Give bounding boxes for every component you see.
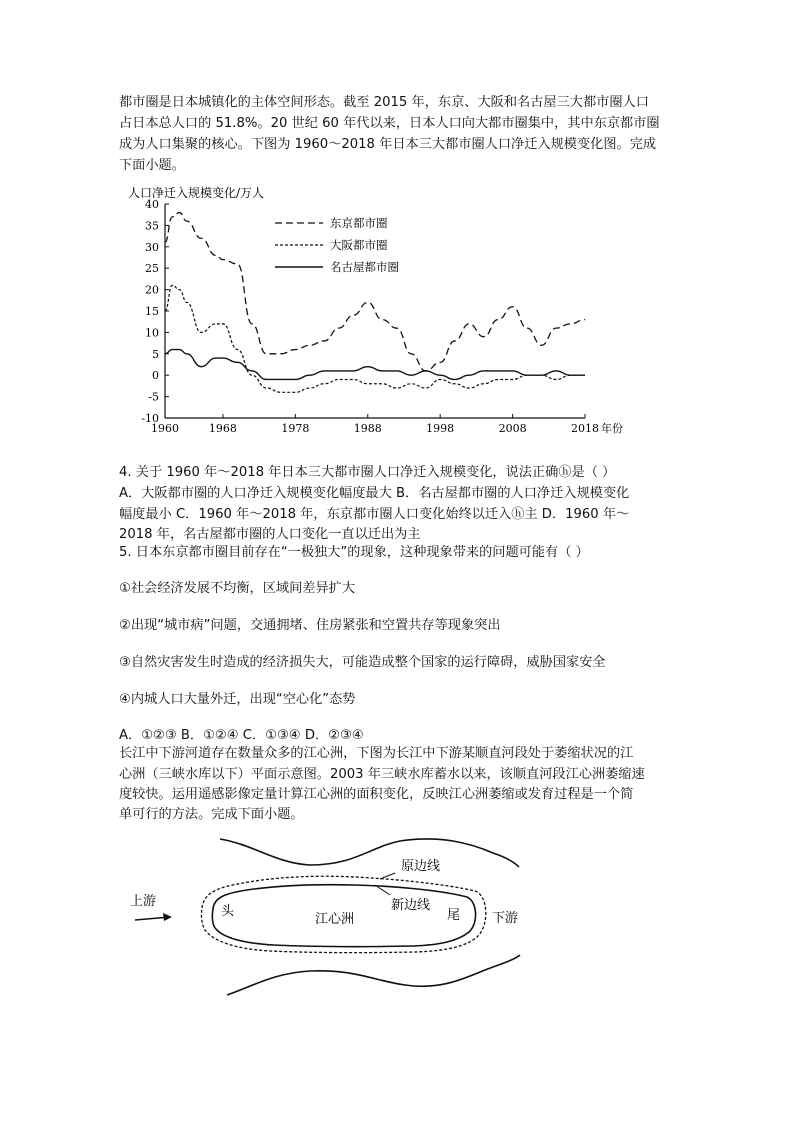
- x-tick-label: 2018: [571, 422, 599, 435]
- downstream-label: 下游: [492, 911, 519, 926]
- x-tick-label: 1998: [426, 422, 455, 435]
- river-south-bank: [227, 955, 520, 995]
- original-edge-label: 原边线: [401, 859, 441, 874]
- y-tick-label: 30: [145, 240, 159, 254]
- y-tick-label: 35: [145, 219, 159, 233]
- passage2-line: 单可行的方法。完成下面小题。: [119, 807, 304, 822]
- series-line-dashed: [165, 213, 585, 371]
- x-tick-label: 1978: [281, 422, 310, 435]
- q5-item: ①社会经济发展不均衡，区域间差异扩大: [119, 581, 356, 596]
- y-tick-label: -5: [148, 390, 159, 404]
- passage2-line: 心洲（三峡水库以下）平面示意图。2003 年三峡水库蓄水以来，该顺直河段江心洲萎缩速: [119, 767, 645, 782]
- intro-line: 占日本总人口的 51.8%。20 世纪 60 年代以来，日本人口向大都市圈集中，其中东京都市圈: [119, 116, 660, 131]
- q4-line: A．大阪都市圈的人口净迁入规模变化幅度最大 B．名古屋都市圈的人口净迁入规模变化: [119, 486, 630, 501]
- x-tick-label: 1968: [208, 422, 237, 435]
- island-label: 江心洲: [315, 912, 355, 927]
- head-label: 头: [221, 904, 235, 919]
- migration-line-chart: [110, 180, 630, 440]
- y-tick-label: 15: [145, 305, 159, 318]
- q5-stem: 5. 日本东京都市圈目前存在“一极独大”的现象，这种现象带来的问题可能有（ ）: [119, 545, 589, 560]
- q4-line: 2018 年，名古屋都市圈的人口变化一直以迁出为主: [119, 527, 421, 542]
- intro-line: 成为人口集聚的核心。下图为 1960～2018 年日本三大都市圈人口净迁入规模变化图。完成: [119, 137, 657, 152]
- q5-item: ④内城人口大量外迁，出现“空心化”态势: [119, 692, 356, 707]
- intro-line: 下面小题。: [119, 158, 185, 173]
- y-tick-label: 20: [145, 283, 159, 297]
- legend-label: 名古屋都市圈: [330, 260, 399, 274]
- chart-ylabel: 人口净迁入规模变化/万人: [128, 186, 265, 200]
- x-tick-label: 1960: [151, 422, 179, 435]
- x-tick-label: 1988: [353, 422, 382, 435]
- series-line-dotted: [165, 285, 585, 392]
- q5-item: ③自然灾害发生时造成的经济损失大，可能造成整个国家的运行障碍，威胁国家安全: [119, 655, 606, 670]
- intro-line: 都市圈是日本城镇化的主体空间形态。截至 2015 年，东京、大阪和名古屋三大都市圈人口: [119, 95, 649, 110]
- y-tick-label: 25: [145, 262, 159, 276]
- y-tick-label: 0: [152, 369, 159, 383]
- upstream-label: 上游: [130, 894, 157, 909]
- y-tick-label: -10: [141, 412, 159, 425]
- y-tick-label: 40: [145, 198, 159, 211]
- q5-item: ②出现“城市病”问题，交通拥堵、住房紧张和空置共存等现象突出: [119, 618, 501, 633]
- legend-label: 大阪都市圈: [330, 238, 388, 252]
- series-line-solid: [165, 350, 585, 380]
- passage2-line: 度较快。运用遥感影像定量计算江心洲的面积变化，反映江心洲萎缩或发育过程是一个简: [119, 787, 634, 802]
- passage2-line: 长江中下游河道存在数量众多的江心洲，下图为长江中下游某顺直河段处于萎缩状况的江: [119, 746, 634, 761]
- leader-line-original: [380, 873, 395, 879]
- x-tick-label: 2008: [498, 422, 527, 435]
- q4-line: 4. 关于 1960 年～2018 年日本三大都市圈人口净迁入规模变化，说法正确ⓗ是（ ）: [119, 465, 616, 480]
- arrow-head-icon: [163, 913, 172, 921]
- y-tick-label: 5: [152, 347, 159, 361]
- river-island-diagram: [125, 835, 525, 1000]
- legend-label: 东京都市圈: [330, 216, 388, 230]
- q5-options: A．①②③ B．①②④ C．①③④ D．②③④: [119, 728, 364, 743]
- q4-line: 幅度最小 C．1960 年～2018 年，东京都市圈人口变化始终以迁入ⓗ主 D．1960 年～: [119, 507, 630, 522]
- river-north-bank: [220, 839, 519, 867]
- tail-label: 尾: [447, 908, 461, 923]
- new-edge-label: 新边线: [391, 898, 431, 913]
- y-tick-label: 10: [145, 326, 159, 340]
- chart-xlabel: 年份: [601, 422, 623, 435]
